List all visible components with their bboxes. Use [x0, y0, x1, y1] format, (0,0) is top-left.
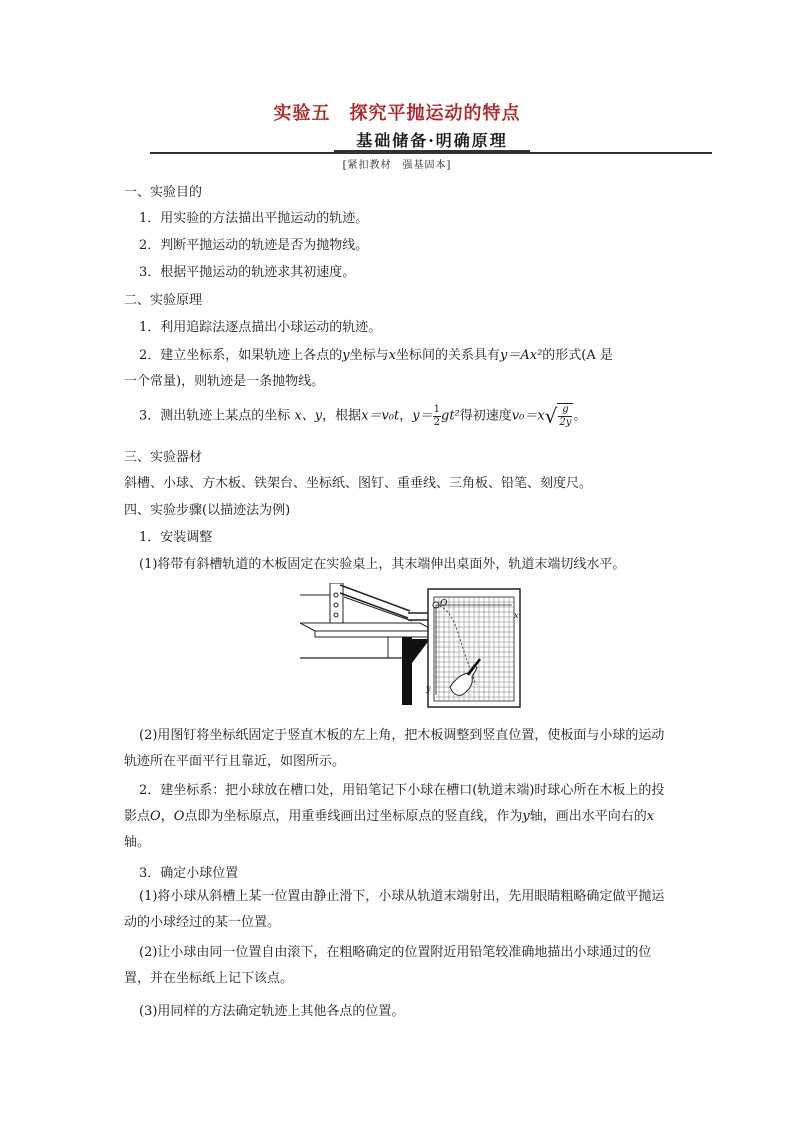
y-axis-label: y — [426, 684, 431, 693]
heading-steps: 四、实验步骤(以描迹法为例) — [124, 503, 291, 518]
principle-2-y: y — [342, 348, 350, 363]
step-2-text-c: 点即为坐标原点，用重垂线画出过坐标原点的竖直线，作为 — [184, 809, 523, 824]
principle-item-1: 1．利用追踪法逐点描出小球运动的轨迹。 — [139, 320, 382, 335]
principle-2-text-c: 坐标间的关系具有 — [396, 348, 501, 363]
sqrt-content — [557, 403, 573, 429]
banner-title: 基础储备·明确原理 — [334, 132, 530, 152]
principle-3-text-a: 3．测出轨迹上某点的坐标 — [139, 408, 291, 424]
section-banner — [150, 132, 712, 154]
experiment-title: 实验五 探究平抛运动的特点 — [273, 103, 521, 124]
origin-label: O — [440, 599, 448, 609]
step-1-item-1: (1)将带有斜槽轨道的木板固定在实验桌上，其末端伸出桌面外，轨道末端切线水平。 — [139, 557, 626, 572]
step-2-o2: O — [173, 809, 185, 824]
half-numerator: 1 — [433, 403, 440, 415]
step-2-y: y — [522, 809, 530, 824]
principle-2-text-a: 2．建立坐标系，如果轨迹上各点的 — [139, 348, 343, 363]
principle-3-eq-y: y＝ — [412, 408, 433, 424]
half-fraction — [433, 404, 441, 429]
step-3-item-2: (2)让小球由同一位置自由滚下，在粗略确定的位置附近用铅笔较准确地描出小球通过的位置，并在坐标纸上记下该点。 — [124, 945, 652, 986]
step-2-text-b: ， — [160, 809, 174, 824]
principle-item-2 — [139, 344, 613, 363]
heading-principle: 二、实验原理 — [124, 293, 203, 308]
principle-3-v0: v₀＝x — [511, 408, 545, 424]
principle-2-text-b: 坐标与 — [349, 348, 389, 363]
half-denominator: 2 — [433, 416, 440, 428]
sqrt-numerator: g — [558, 404, 572, 417]
step-3-heading: 3．确定小球位置 — [139, 866, 239, 881]
principle-3-period: 。 — [573, 408, 587, 424]
principle-item-2-cont: 一个常量)，则轨迹是一条抛物线。 — [124, 374, 325, 389]
heading-equipment: 三、实验器材 — [124, 450, 203, 465]
sqrt-icon: √ — [544, 404, 558, 428]
step-3-item-1: (1)将小球从斜槽上某一位置由静止滑下，小球从轨道末端射出，先用眼睛粗略确定做平抛运动的小球经过的某一位置。 — [124, 889, 665, 930]
step-2-text-d: 轴，画出水平向右的 — [529, 809, 647, 824]
apparatus-figure — [300, 583, 524, 713]
step-1-heading: 1．安装调整 — [139, 530, 213, 545]
principle-item-3 — [139, 403, 586, 429]
principle-3-xy: x、y — [294, 408, 323, 424]
step-3-item-3: (3)用同样的方法确定轨迹上其他各点的位置。 — [139, 1004, 405, 1019]
principle-2-x: x — [388, 348, 396, 363]
step-2-x: x — [646, 809, 655, 824]
purpose-item-2: 2．判断平抛运动的轨迹是否为抛物线。 — [139, 238, 369, 253]
step-2 — [124, 778, 672, 856]
banner-subnote: [紧扣教材 强基固本] — [342, 160, 452, 171]
step-2-o1: O — [150, 809, 161, 824]
principle-2-equation: y＝Ax² — [500, 348, 543, 363]
principle-3-comma: ， — [399, 408, 413, 424]
step-2-text-e: 轴。 — [124, 835, 151, 850]
principle-3-text-h: 得初速度 — [459, 408, 512, 424]
step-2-text-a: 2．建坐标系：把小球放在槽口处，用铅笔记下小球在槽口(轨道末端)时球心所在木板上的投影点 — [124, 783, 665, 824]
heading-purpose: 一、实验目的 — [124, 185, 203, 200]
step-1-item-2: (2)用图钉将坐标纸固定于竖直木板的左上角，把木板调整到竖直位置，使板面与小球的运动轨迹所在平面平行且靠近，如图所示。 — [124, 728, 665, 769]
principle-3-eq-x: x＝v₀t — [361, 408, 400, 424]
principle-3-gt2: gt² — [441, 408, 460, 424]
x-axis-label: x — [514, 611, 519, 620]
sqrt-denominator: 2y — [559, 417, 572, 428]
banner-rule — [150, 152, 712, 154]
equipment-list: 斜槽、小球、方木板、铁架台、坐标纸、图钉、重垂线、三角板、铅笔、刻度尺。 — [124, 476, 593, 491]
principle-3-text-c: ，根据 — [322, 408, 362, 424]
purpose-item-3: 3．根据平抛运动的轨迹求其初速度。 — [139, 265, 356, 280]
purpose-item-1: 1．用实验的方法描出平抛运动的轨迹。 — [139, 211, 369, 226]
principle-2-text-d: 的形式(A 是 — [542, 348, 613, 363]
